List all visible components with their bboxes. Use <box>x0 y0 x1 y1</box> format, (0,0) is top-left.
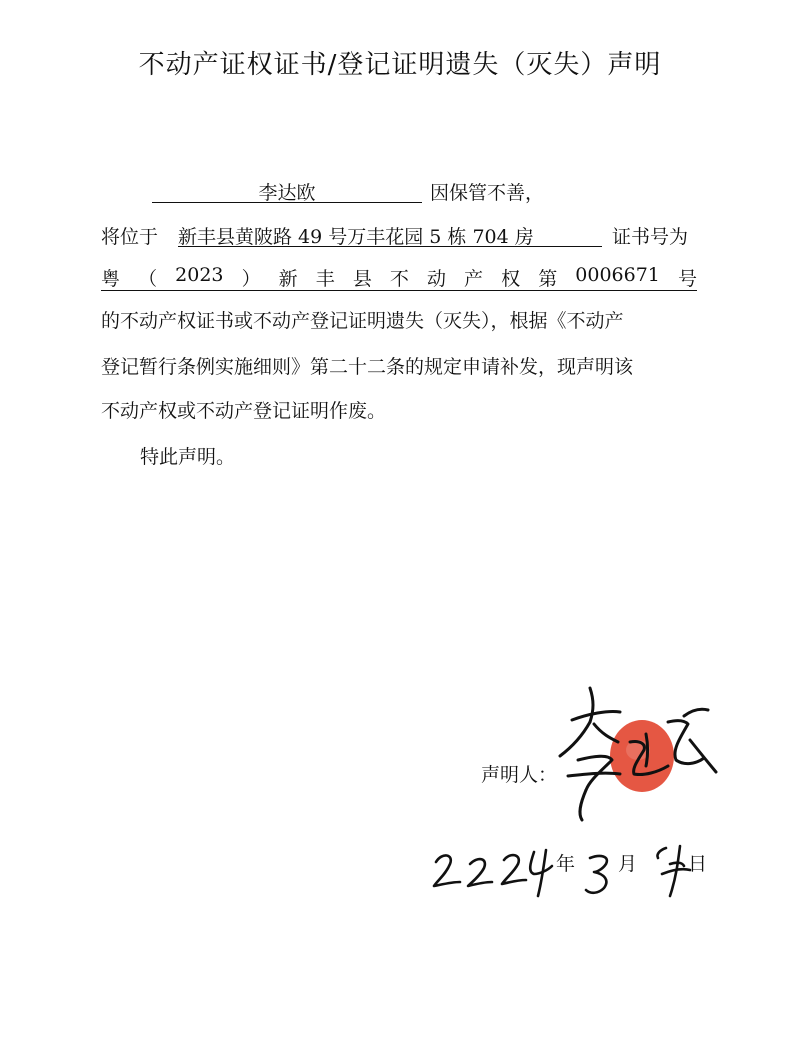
cert-part: 县 <box>352 268 372 290</box>
cert-part: （ <box>138 268 158 290</box>
cert-part: 丰 <box>315 268 335 290</box>
cert-part: 动 <box>426 268 446 290</box>
reason-text: 因保管不善， <box>430 182 545 204</box>
cert-part: 新 <box>278 268 298 290</box>
body-paragraph-line: 登记暂行条例实施细则》第二十二条的规定申请补发，现声明该 <box>101 356 634 378</box>
cert-part: 0006671 <box>575 264 660 286</box>
declarant-name-field: 李达欧 <box>152 178 422 203</box>
year-unit: 年 <box>556 853 576 875</box>
handwritten-signature <box>550 680 720 830</box>
signature-date <box>430 840 710 914</box>
cert-part: ） <box>241 268 261 290</box>
cert-part: 不 <box>389 268 409 290</box>
day-unit: 日 <box>688 853 708 875</box>
cert-part: 2023 <box>175 264 224 286</box>
declarant-label: 声明人： <box>481 764 558 786</box>
closing-statement: 特此声明。 <box>140 446 236 468</box>
address-prefix: 将位于 <box>101 226 159 248</box>
cert-part: 第 <box>538 268 558 290</box>
cert-part: 产 <box>464 268 484 290</box>
body-paragraph-line: 的不动产权证书或不动产登记证明遗失（灭失），根据《不动产 <box>101 310 624 332</box>
cert-part: 号 <box>677 268 697 290</box>
cert-part: 权 <box>501 268 521 290</box>
cert-part: 粤 <box>101 268 121 290</box>
address-suffix: 证书号为 <box>612 226 689 248</box>
address-field: 新丰县黄陂路 49 号万丰花园 5 栋 704 房 <box>178 222 602 247</box>
page-title: 不动产证权证书/登记证明遗失（灭失）声明 <box>138 50 662 80</box>
handwritten-date <box>430 840 710 910</box>
body-paragraph-line: 不动产权或不动产登记证明作废。 <box>101 400 387 422</box>
certificate-number <box>101 264 697 291</box>
month-unit: 月 <box>618 853 638 875</box>
